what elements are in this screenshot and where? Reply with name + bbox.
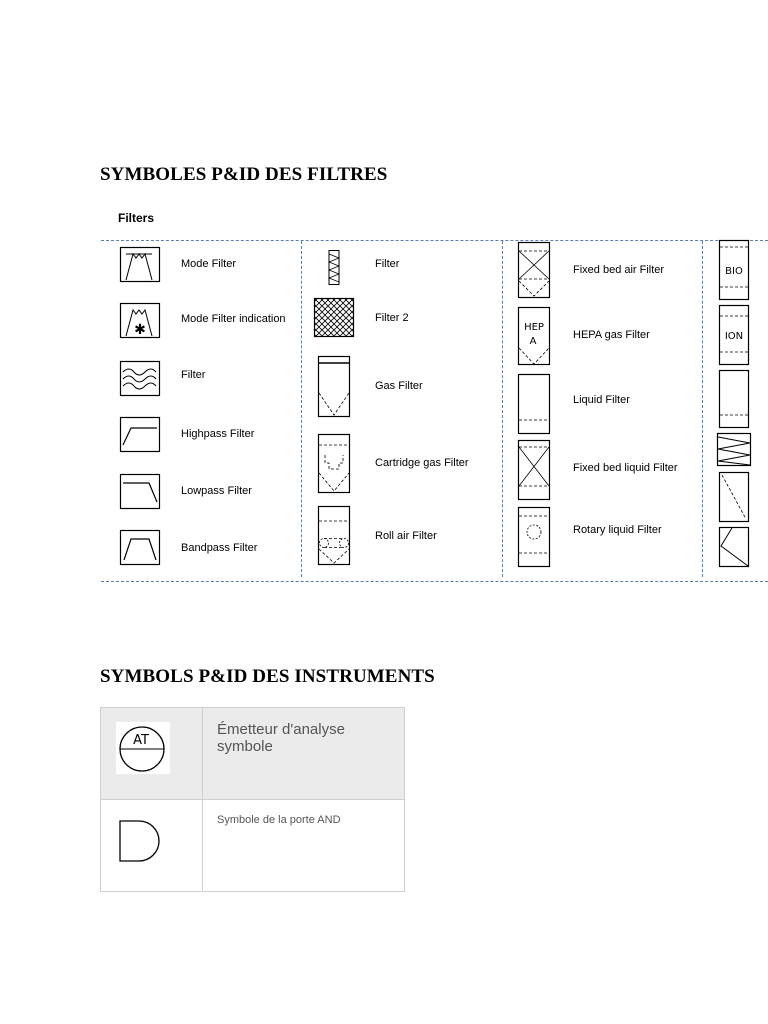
rotary-liquid-filter-icon	[517, 506, 551, 568]
filters-section-title: SYMBOLES P&ID DES FILTRES	[100, 164, 388, 185]
and-gate-icon	[117, 818, 163, 864]
fixed-bed-liquid-filter-icon	[517, 439, 551, 501]
label-cell	[203, 800, 405, 892]
plain-filter-icon	[718, 369, 750, 429]
lowpass-filter-icon	[119, 473, 161, 511]
zigzag-filter-icon	[716, 432, 752, 468]
col1-label-4: Lowpass Filter	[181, 485, 252, 497]
bio-filter-icon	[718, 239, 750, 301]
instruments-table	[100, 707, 405, 892]
table-row	[101, 800, 405, 892]
wave-filter-icon	[119, 360, 161, 398]
col2-label-4: Roll air Filter	[375, 530, 437, 542]
panel-bottom-divider	[101, 581, 768, 582]
column-divider-3	[702, 241, 703, 577]
svg-text:HEP: HEP	[524, 322, 544, 333]
col3-label-4: Rotary liquid Filter	[573, 524, 662, 536]
panel-top-divider	[101, 240, 768, 241]
col1-label-0: Mode Filter	[181, 258, 237, 270]
row-label: Symbole de la porte AND	[217, 814, 341, 826]
col2-label-3: Cartridge gas Filter	[375, 457, 469, 469]
ion-symbol-text: ION	[724, 331, 744, 342]
filter-2-icon	[313, 297, 355, 339]
filter-icon	[327, 249, 341, 287]
table-row	[101, 708, 405, 800]
col2-label-0: Filter	[375, 258, 400, 270]
analysis-transmitter-icon	[116, 722, 170, 774]
hepa-gas-filter-icon	[517, 306, 551, 366]
col2-label-2: Gas Filter	[375, 380, 423, 392]
fixed-bed-air-filter-icon	[517, 241, 551, 299]
col3-label-2: Liquid Filter	[573, 394, 630, 406]
col3-label-1: HEPA gas Filter	[573, 329, 650, 341]
col1-label-5: Bandpass Filter	[181, 542, 258, 554]
col3-label-0: Fixed bed air Filter	[573, 264, 665, 276]
symbol-cell	[101, 800, 203, 892]
cartridge-gas-filter-icon	[317, 433, 351, 495]
svg-text:A: A	[529, 336, 537, 347]
gas-filter-icon	[317, 355, 351, 419]
symbol-cell	[101, 708, 203, 800]
ion-filter-icon	[718, 304, 750, 366]
column-divider-2	[502, 241, 503, 577]
col1-label-1: Mode Filter indication	[181, 313, 286, 325]
column-divider-1	[301, 241, 302, 577]
bandpass-filter-icon	[119, 529, 161, 567]
roll-air-filter-icon	[317, 505, 351, 567]
svg-text:✱: ✱	[134, 322, 146, 338]
bio-symbol-text: BIO	[725, 266, 743, 277]
instruments-section-title: SYMBOLS P&ID DES INSTRUMENTS	[100, 666, 435, 687]
row-label: Émetteur d'analyse symbole	[217, 721, 345, 755]
label-cell	[203, 708, 405, 800]
col1-label-3: Highpass Filter	[181, 428, 255, 440]
angle-filter-icon	[718, 526, 750, 568]
liquid-filter-icon	[517, 373, 551, 435]
col2-label-1: Filter 2	[375, 312, 409, 324]
highpass-filter-icon	[119, 416, 161, 454]
mode-filter-indication-icon	[119, 302, 161, 340]
filters-panel-title: Filters	[118, 211, 155, 225]
diagonal-filter-icon	[718, 471, 750, 523]
col3-label-3: Fixed bed liquid Filter	[573, 462, 678, 474]
col1-label-2: Filter	[181, 369, 206, 381]
mode-filter-icon	[119, 246, 161, 284]
at-symbol-text: AT	[133, 733, 149, 748]
